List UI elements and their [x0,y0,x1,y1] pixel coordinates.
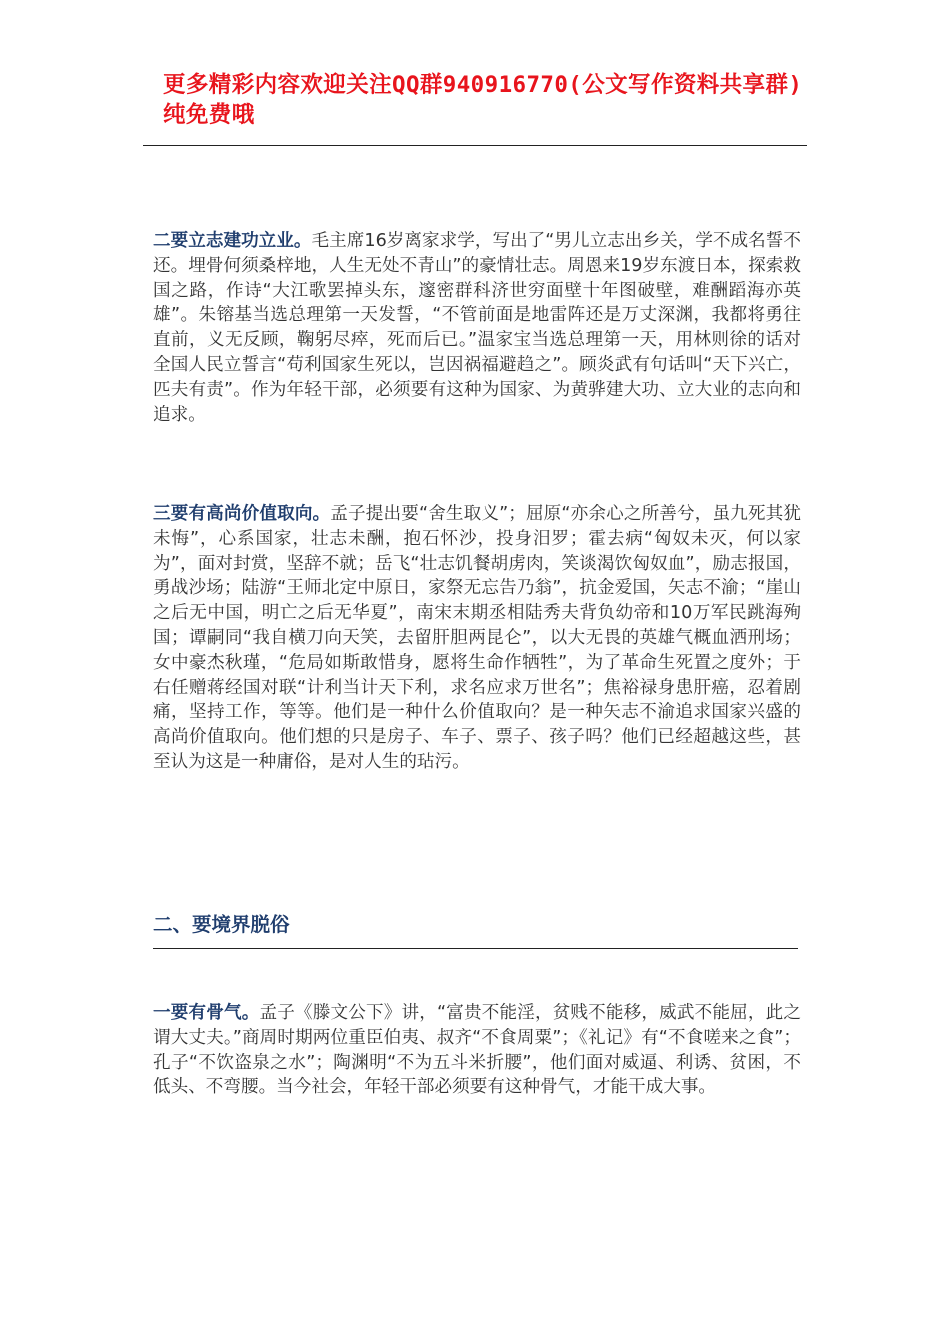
paragraph-lead: 一要有骨气。 [153,1003,260,1023]
header-divider [143,145,807,146]
paragraph-body: 孟子《滕文公下》讲，“富贵不能淫，贫贱不能移，威武不能屈，此之谓大丈夫。”商周时期两位重臣伯夷、叔齐“不食周粟”；《礼记》有“不食嗟来之食”；孔子“不饮盗泉之水”；陶渊明“不为五斗米折腰”，他们面对威逼、利诱、贫困，不低头、不弯腰。当今社会，年轻干部必须要有这种骨气，才能干成大事。 [153,1003,801,1098]
paragraph-body: 孟子提出要“舍生取义”；屈原“亦余心之所善兮，虽九死其犹未悔”，心系国家，壮志未酬，抱石怀沙，投身汨罗；霍去病“匈奴未灭，何以家为”，面对封赏，坚辞不就；岳飞“壮志饥餐胡虏肉，笑谈渴饮匈奴血”，励志报国，勇战沙场；陆游“王师北定中原日，家祭无忘告乃翁”，抗金爱国，矢志不渝；“崖山之后无中国，明亡之后无华夏”，南宋末期丞相陆秀夫背负幼帝和10万军民跳海殉国；谭嗣同“我自横刀向天笑，去留肝胆两昆仑”，以大无畏的英雄气概血洒刑场；女中豪杰秋瑾，“危局如斯敢惜身，愿将生命作牺牲”，为了革命生死置之度外；于右任赠蒋经国对联“计利当计天下利，求名应求万世名”；焦裕禄身患肝癌，忍着剧痛，坚持工作，等等。他们是一种什么价值取向？是一种矢志不渝追求国家兴盛的高尚价值取向。他们想的只是房子、车子、票子、孩子吗？他们已经超越这些，甚至认为这是一种庸俗，是对人生的玷污。 [153,504,801,772]
paragraph-lead: 二要立志建功立业。 [153,231,312,251]
paragraph-lead: 三要有高尚价值取向。 [153,504,331,524]
paragraph-ambition [153,229,801,427]
promo-banner: 更多精彩内容欢迎关注QQ群940916770(公文写作资料共享群)纯免费哦 [163,72,803,128]
paragraph-backbone [153,1001,801,1100]
section-heading: 二、要境界脱俗 [153,913,290,936]
paragraph-body: 毛主席16岁离家求学，写出了“男儿立志出乡关，学不成名誓不还。埋骨何须桑梓地，人生无处不青山”的豪情壮志。周恩来19岁东渡日本，探索救国之路，作诗“大江歌罢掉头东，邃密群科济世穷面壁十年图破壁，难酬蹈海亦英雄”。朱镕基当选总理第一天发誓，“不管前面是地雷阵还是万丈深渊，我都将勇往直前，义无反顾，鞠躬尽瘁，死而后已。”温家宝当选总理第一天，用林则徐的话对全国人民立誓言“苟利国家生死以，岂因祸福避趋之”。顾炎武有句话叫“天下兴亡，匹夫有责”。作为年轻干部，必须要有这种为国家、为黄骅建大功、立大业的志向和追求。 [153,231,801,425]
paragraph-values [153,502,801,775]
section-divider [153,948,798,949]
